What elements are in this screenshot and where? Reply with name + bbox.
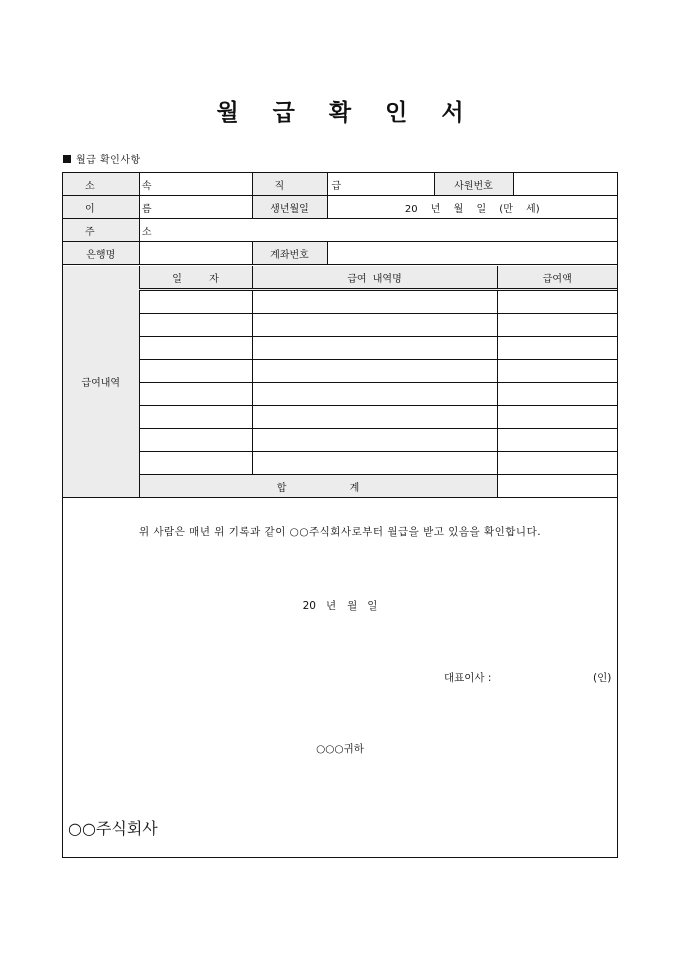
birth-label: 생년월일: [252, 196, 327, 219]
table-row: [63, 337, 617, 360]
address-label: 주 소: [63, 219, 139, 242]
pay-table: [63, 266, 617, 498]
pay-header-row: [63, 266, 617, 290]
row-address: [63, 219, 617, 242]
table-row: [63, 383, 617, 406]
table-row: [63, 452, 617, 475]
issue-date: [63, 598, 617, 613]
table-row: [63, 429, 617, 452]
amount-cell[interactable]: [497, 290, 617, 314]
name-label: 이 름: [63, 196, 139, 219]
date-year-unit: 년: [325, 600, 337, 612]
date-cell[interactable]: [139, 314, 252, 337]
recipient-line: ○○○귀하: [316, 743, 364, 755]
item-cell[interactable]: [252, 337, 497, 360]
amount-cell[interactable]: [497, 337, 617, 360]
item-cell[interactable]: [252, 290, 497, 314]
amount-cell[interactable]: [497, 383, 617, 406]
table-row: [63, 290, 617, 314]
representative-label: 대표이사 :: [444, 672, 492, 684]
date-cell[interactable]: [139, 337, 252, 360]
table-row: [63, 406, 617, 429]
section-label: [63, 151, 141, 166]
item-cell[interactable]: [252, 360, 497, 383]
row-bank: [63, 242, 617, 265]
amount-column-header: 급여액: [497, 266, 617, 290]
employee-no-label: 사원번호: [434, 173, 513, 196]
birth-field[interactable]: 20 년 월 일 (만 세): [327, 196, 617, 219]
section-label-text: 월급 확인사항: [76, 155, 141, 166]
item-cell[interactable]: [252, 383, 497, 406]
amount-cell[interactable]: [497, 314, 617, 337]
account-label: 계좌번호: [252, 242, 327, 265]
address-field[interactable]: [139, 219, 617, 242]
confirmation-statement: 위 사람은 매년 위 기록과 같이 ○○주식회사로부터 월급을 받고 있음을 확인합니다.: [138, 526, 542, 538]
account-field[interactable]: [327, 242, 617, 265]
date-day-unit: 일: [367, 600, 378, 612]
document-title: 월 급 확 인 서: [216, 100, 477, 126]
salary-confirmation-form: [62, 172, 618, 858]
row-affiliation: [63, 173, 617, 196]
position-label: 직 급: [252, 173, 327, 196]
date-cell[interactable]: [139, 290, 252, 314]
seal-mark: (인): [593, 672, 612, 684]
square-bullet-icon: [63, 155, 71, 163]
date-cell[interactable]: [139, 360, 252, 383]
total-row: [63, 475, 617, 498]
table-row: [63, 360, 617, 383]
date-cell[interactable]: [139, 406, 252, 429]
date-cell[interactable]: [139, 429, 252, 452]
date-cell[interactable]: [139, 383, 252, 406]
table-row: [63, 314, 617, 337]
info-table: [63, 173, 617, 265]
date-year: 20: [302, 600, 316, 612]
affiliation-label: 소 속: [63, 173, 139, 196]
bank-label: 은행명: [63, 242, 139, 265]
item-cell[interactable]: [252, 452, 497, 475]
date-month-unit: 월: [347, 600, 358, 612]
amount-cell[interactable]: [497, 360, 617, 383]
amount-cell[interactable]: [497, 452, 617, 475]
item-cell[interactable]: [252, 314, 497, 337]
date-cell[interactable]: [139, 452, 252, 475]
item-cell[interactable]: [252, 406, 497, 429]
employee-no-field[interactable]: [513, 173, 617, 196]
item-cell[interactable]: [252, 429, 497, 452]
item-column-header: 급여 내역명: [252, 266, 497, 290]
total-label: 합 계: [139, 475, 497, 498]
company-name: ○○주식회사: [68, 819, 158, 838]
amount-cell[interactable]: [497, 406, 617, 429]
date-column-header: 일 자: [139, 266, 252, 290]
total-amount-field[interactable]: [497, 475, 617, 498]
pay-section-label: 급여내역: [63, 266, 139, 498]
bank-field[interactable]: [139, 242, 252, 265]
amount-cell[interactable]: [497, 429, 617, 452]
row-name: [63, 196, 617, 219]
